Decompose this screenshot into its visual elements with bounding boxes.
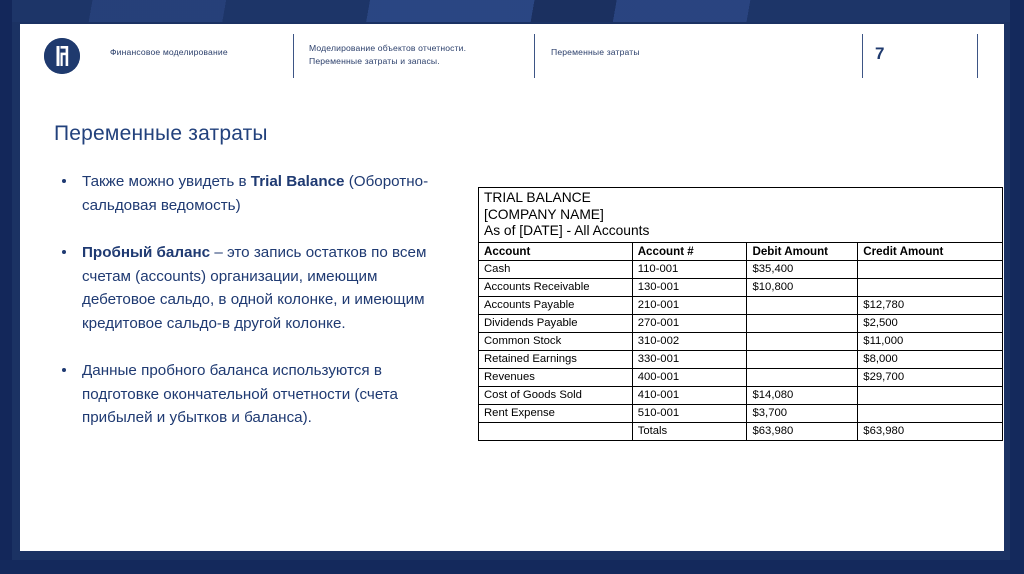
column-header-credit: Credit Amount: [858, 242, 1003, 260]
header-subtopic-label: Переменные затраты: [551, 47, 640, 57]
cell-account: Retained Earnings: [479, 350, 633, 368]
list-item: [54, 359, 454, 430]
cell-credit: [858, 386, 1003, 404]
cell-account-number: 130-001: [632, 278, 747, 296]
cell-debit: [747, 296, 858, 314]
cell-account-number: 110-001: [632, 260, 747, 278]
cell-account: Cost of Goods Sold: [479, 386, 633, 404]
table-title-line-2: [COMPANY NAME]: [484, 206, 604, 222]
frame-band-left: [0, 0, 12, 574]
header-divider-3: [862, 34, 863, 78]
table-row: [479, 368, 1003, 386]
bullet-lead-text: Данные пробного баланса используются в подготовке окончательной отчетности (счета прибылей и убытков и баланса).: [82, 362, 398, 426]
slide-header: [20, 24, 1004, 86]
cell-account-number: 310-002: [632, 332, 747, 350]
cell-credit: [858, 260, 1003, 278]
totals-debit: $63,980: [747, 422, 858, 440]
column-header-account-number: Account #: [632, 242, 747, 260]
list-item: [54, 170, 454, 217]
cell-credit: $11,000: [858, 332, 1003, 350]
bullet-dot-icon: [62, 250, 66, 254]
bullet-rest-text: (Оборотно-сальдовая ведомость): [82, 173, 429, 214]
bullet-dot-icon: [62, 179, 66, 183]
cell-account: Common Stock: [479, 332, 633, 350]
page-title: Переменные затраты: [54, 122, 268, 145]
cell-debit: $10,800: [747, 278, 858, 296]
cell-debit: $35,400: [747, 260, 858, 278]
bullet-list: [54, 170, 454, 430]
cell-account-number: 270-001: [632, 314, 747, 332]
table-row: [479, 386, 1003, 404]
frame-band-bottom: [0, 560, 1024, 574]
cell-credit: $29,700: [858, 368, 1003, 386]
cell-debit: [747, 314, 858, 332]
bullet-dot-icon: [62, 368, 66, 372]
cell-account-number: 210-001: [632, 296, 747, 314]
cell-account: Accounts Payable: [479, 296, 633, 314]
cell-account-number: 410-001: [632, 386, 747, 404]
table-row: [479, 260, 1003, 278]
cell-account-number: 400-001: [632, 368, 747, 386]
cell-account: Accounts Receivable: [479, 278, 633, 296]
cell-credit: $12,780: [858, 296, 1003, 314]
table-title-line-3: As of [DATE] - All Accounts: [484, 223, 650, 238]
header-topic-label: Моделирование объектов отчетности. Переменные затраты и запасы.: [309, 43, 467, 66]
totals-credit: $63,980: [858, 422, 1003, 440]
cell-debit: [747, 350, 858, 368]
cell-debit: $3,700: [747, 404, 858, 422]
cell-debit: [747, 332, 858, 350]
cell-credit: [858, 404, 1003, 422]
table-row: [479, 278, 1003, 296]
cell-account: Rent Expense: [479, 404, 633, 422]
bullet-rest-text: – это запись остатков по всем счетам (accounts) организации, имеющим дебетовое сальдо, в одной колонке, и имеющим кредитовое сальдо-в другой колонке.: [82, 244, 427, 332]
column-header-debit: Debit Amount: [747, 242, 858, 260]
hse-logo-icon: [44, 38, 80, 74]
bullet-bold-text: Пробный баланс: [82, 244, 211, 261]
totals-label: Totals: [632, 422, 747, 440]
cell-account: Revenues: [479, 368, 633, 386]
cell-credit: $8,000: [858, 350, 1003, 368]
table-title-row: [479, 188, 1003, 243]
table-body: [479, 260, 1003, 422]
cell-debit: $14,080: [747, 386, 858, 404]
cell-credit: $2,500: [858, 314, 1003, 332]
cell-account: Cash: [479, 260, 633, 278]
header-divider-2: [534, 34, 535, 78]
table-row: [479, 296, 1003, 314]
column-header-account: Account: [479, 242, 633, 260]
table-totals-row: [479, 422, 1003, 440]
cell-account-number: 510-001: [632, 404, 747, 422]
frame-band-right: [1010, 0, 1024, 574]
table-row: [479, 314, 1003, 332]
header-divider-1: [293, 34, 294, 78]
table-row: [479, 350, 1003, 368]
page-number: 7: [875, 44, 885, 63]
table-title-cell: [479, 188, 1003, 243]
list-item: [54, 241, 454, 335]
frame-band-top: [0, 0, 1024, 22]
table-title-line-1: TRIAL BALANCE: [484, 190, 591, 205]
table-row: [479, 332, 1003, 350]
header-course-label: Финансовое моделирование: [110, 47, 228, 57]
totals-blank-cell: [479, 422, 633, 440]
trial-balance-table: [478, 187, 1003, 441]
table-row: [479, 404, 1003, 422]
cell-debit: [747, 368, 858, 386]
cell-account: Dividends Payable: [479, 314, 633, 332]
bullet-bold-text: Trial Balance: [250, 173, 345, 190]
slide-page: [20, 24, 1004, 551]
bullet-lead-text: Также можно увидеть в: [82, 173, 251, 190]
table-header-row: [479, 242, 1003, 260]
cell-credit: [858, 278, 1003, 296]
header-divider-4: [977, 34, 978, 78]
cell-account-number: 330-001: [632, 350, 747, 368]
